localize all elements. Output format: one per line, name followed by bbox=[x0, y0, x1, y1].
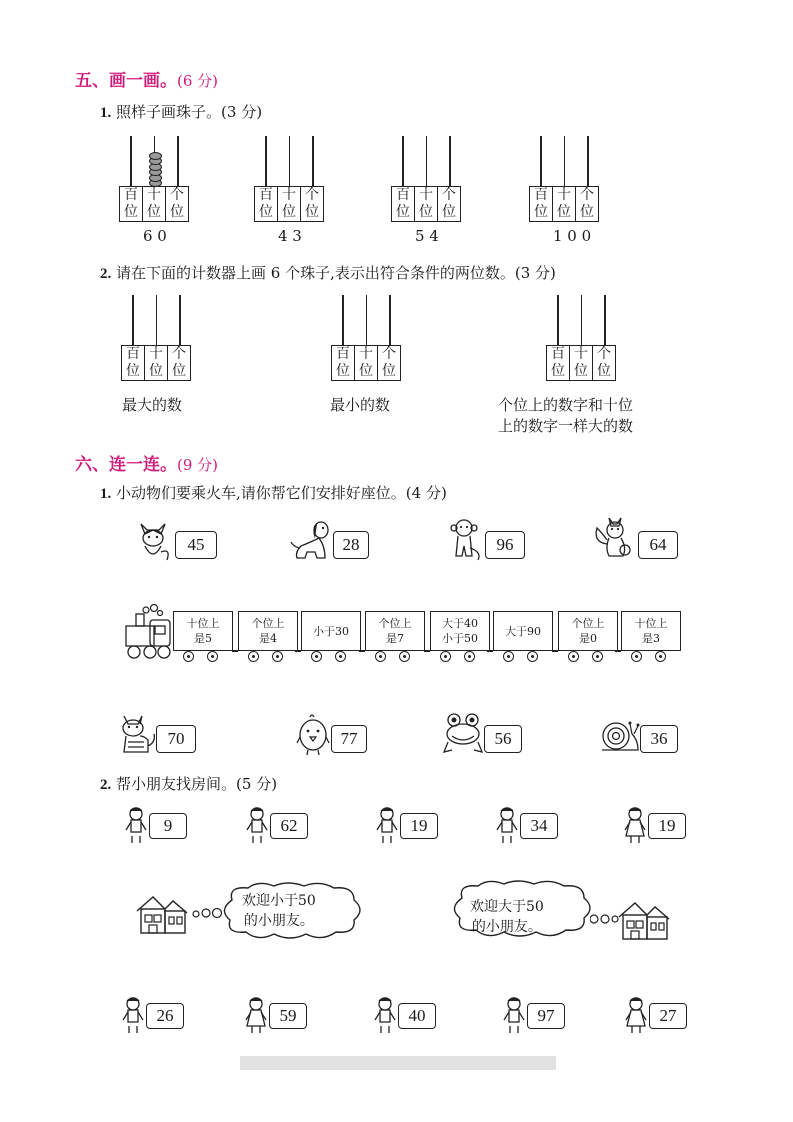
place-char: 个 bbox=[597, 346, 611, 362]
place-suffix: 位 bbox=[149, 363, 163, 379]
place-char: 个 bbox=[305, 187, 319, 203]
house-right-icon bbox=[617, 899, 671, 945]
place-char: 十 bbox=[557, 187, 571, 203]
place-suffix: 位 bbox=[396, 204, 410, 220]
place-suffix: 位 bbox=[305, 204, 319, 220]
wheel-icon bbox=[375, 651, 386, 662]
place-label bbox=[142, 187, 165, 221]
abacus-rod[interactable] bbox=[402, 136, 404, 186]
place-char: 十 bbox=[574, 346, 588, 362]
boy-icon bbox=[120, 996, 146, 1038]
train-car[interactable] bbox=[558, 611, 618, 651]
place-char: 百 bbox=[551, 346, 565, 362]
animal-number-box[interactable]: 45 bbox=[175, 531, 217, 559]
train-car-label: 是0 bbox=[579, 632, 597, 645]
place-label bbox=[167, 346, 190, 380]
s5-q1-number: 1. bbox=[100, 105, 112, 121]
cloud-left-text bbox=[242, 891, 316, 931]
wheel-icon bbox=[592, 651, 603, 662]
place-char: 个 bbox=[382, 346, 396, 362]
kid-number-box[interactable]: 19 bbox=[400, 813, 438, 839]
train-car-label: 小于30 bbox=[313, 624, 349, 638]
abacus-value: 1 0 0 bbox=[553, 227, 592, 245]
place-char: 十 bbox=[282, 187, 296, 203]
squirrel-icon bbox=[593, 514, 637, 566]
place-suffix: 位 bbox=[359, 363, 373, 379]
boy-icon bbox=[372, 996, 398, 1038]
place-label bbox=[277, 187, 300, 221]
abacus-rod[interactable] bbox=[564, 136, 566, 186]
place-label bbox=[122, 346, 144, 380]
abacus-rod[interactable] bbox=[557, 295, 559, 345]
place-char: 十 bbox=[147, 187, 161, 203]
wheel-icon bbox=[311, 651, 322, 662]
kid-number-box[interactable]: 9 bbox=[149, 813, 187, 839]
s5-q1-text: 照样子画珠子。(3 分) bbox=[116, 103, 263, 121]
abacus-value: 4 3 bbox=[278, 227, 302, 245]
kid-number-box[interactable]: 59 bbox=[269, 1003, 307, 1029]
train-car-label: 大于40 bbox=[442, 617, 478, 630]
s6-q1-text: 小动物们要乘火车,请你帮它们安排好座位。(4 分) bbox=[116, 484, 447, 502]
wheel-icon bbox=[568, 651, 579, 662]
footer-watermark bbox=[240, 1056, 556, 1070]
abacus-rod[interactable] bbox=[449, 136, 451, 186]
cloud-left-line1: 欢迎小于50 bbox=[242, 893, 316, 909]
counter-frame bbox=[546, 345, 616, 381]
animal-number-box[interactable]: 70 bbox=[156, 725, 196, 753]
place-label bbox=[300, 187, 323, 221]
place-suffix: 位 bbox=[419, 204, 433, 220]
kid-number-box[interactable]: 62 bbox=[270, 813, 308, 839]
s6-q2 bbox=[100, 773, 277, 794]
s5-q2-number: 2. bbox=[100, 266, 112, 282]
boy-icon bbox=[123, 806, 149, 848]
abacus-rod[interactable] bbox=[587, 136, 589, 186]
section5-points: (6 分) bbox=[177, 72, 219, 90]
place-suffix: 位 bbox=[259, 204, 273, 220]
kid-number-box[interactable]: 34 bbox=[520, 813, 558, 839]
place-label bbox=[575, 187, 598, 221]
place-label bbox=[332, 346, 354, 380]
wheel-icon bbox=[655, 651, 666, 662]
boy-icon bbox=[501, 996, 527, 1038]
abacus-rod[interactable] bbox=[426, 136, 428, 186]
train-car-label: 十位上 bbox=[634, 617, 668, 630]
kid-number-box[interactable]: 97 bbox=[527, 1003, 565, 1029]
abacus-rod[interactable] bbox=[312, 136, 314, 186]
train-engine-icon bbox=[120, 604, 174, 666]
s6-q1-number: 1. bbox=[100, 486, 112, 502]
coupler bbox=[615, 650, 621, 652]
place-char: 个 bbox=[172, 346, 186, 362]
wheel-icon bbox=[272, 651, 283, 662]
s5-q2-text: 请在下面的计数器上画 6 个珠子,表示出符合条件的两位数。(3 分) bbox=[116, 264, 556, 282]
abacus-rod[interactable] bbox=[156, 295, 158, 345]
place-label bbox=[414, 187, 437, 221]
place-char: 百 bbox=[126, 346, 140, 362]
place-char: 百 bbox=[124, 187, 138, 203]
place-suffix: 位 bbox=[442, 204, 456, 220]
place-label bbox=[552, 187, 575, 221]
wheel-icon bbox=[464, 651, 475, 662]
animal-number-box[interactable]: 77 bbox=[331, 725, 367, 753]
bead bbox=[149, 152, 162, 160]
place-suffix: 位 bbox=[580, 204, 594, 220]
s5-q2 bbox=[100, 262, 556, 283]
boy-icon bbox=[494, 806, 520, 848]
s5-q1 bbox=[100, 101, 262, 122]
chick-icon bbox=[296, 713, 330, 761]
section6-heading bbox=[75, 450, 218, 475]
abacus-rod[interactable] bbox=[366, 295, 368, 345]
counter-frame bbox=[391, 186, 461, 222]
coupler bbox=[359, 650, 365, 652]
train-car[interactable] bbox=[365, 611, 425, 651]
frog-icon bbox=[442, 712, 484, 758]
abacus-rod[interactable] bbox=[265, 136, 267, 186]
animal-number-box[interactable]: 56 bbox=[484, 725, 522, 753]
train-car-label: 小于50 bbox=[442, 632, 478, 645]
train-car-label: 个位上 bbox=[571, 617, 605, 630]
wheel-icon bbox=[527, 651, 538, 662]
abacus-rod[interactable] bbox=[389, 295, 391, 345]
wheel-icon bbox=[440, 651, 451, 662]
monkey-icon bbox=[444, 518, 484, 566]
abacus-rod[interactable] bbox=[581, 295, 583, 345]
train-car[interactable] bbox=[238, 611, 298, 651]
section6-title: 六、连一连。 bbox=[75, 455, 177, 475]
train-car[interactable] bbox=[430, 611, 490, 651]
place-label bbox=[144, 346, 167, 380]
train-car[interactable] bbox=[301, 611, 361, 651]
wheel-icon bbox=[399, 651, 410, 662]
coupler bbox=[424, 650, 430, 652]
train-car-label: 是4 bbox=[259, 632, 277, 645]
animal-number-box[interactable]: 64 bbox=[638, 531, 678, 559]
counter-frame bbox=[331, 345, 401, 381]
cloud-right-line1: 欢迎大于50 bbox=[470, 899, 544, 915]
cat-icon bbox=[118, 712, 156, 760]
place-suffix: 位 bbox=[282, 204, 296, 220]
place-suffix: 位 bbox=[574, 363, 588, 379]
wheel-icon bbox=[207, 651, 218, 662]
train-car[interactable] bbox=[621, 611, 681, 651]
coupler bbox=[232, 650, 238, 652]
s6-q2-text: 帮小朋友找房间。(5 分) bbox=[116, 775, 278, 793]
place-suffix: 位 bbox=[172, 363, 186, 379]
boy-icon bbox=[374, 806, 400, 848]
abacus-rod[interactable] bbox=[342, 295, 344, 345]
cloud-right-text bbox=[470, 897, 544, 937]
place-label bbox=[592, 346, 615, 380]
place-label bbox=[437, 187, 460, 221]
train-car-label: 是7 bbox=[386, 632, 404, 645]
kid-number-box[interactable]: 40 bbox=[398, 1003, 436, 1029]
train-car-label: 是3 bbox=[642, 632, 660, 645]
s6-q1 bbox=[100, 482, 447, 503]
coupler bbox=[295, 650, 301, 652]
kid-number-box[interactable]: 27 bbox=[649, 1003, 687, 1029]
place-suffix: 位 bbox=[534, 204, 548, 220]
place-char: 十 bbox=[149, 346, 163, 362]
coupler bbox=[552, 650, 558, 652]
place-label bbox=[530, 187, 552, 221]
animal-number-box[interactable]: 28 bbox=[333, 531, 369, 559]
counter-frame bbox=[529, 186, 599, 222]
abacus-rod[interactable] bbox=[540, 136, 542, 186]
section6-points: (9 分) bbox=[177, 456, 219, 474]
caption-largest: 最大的数 bbox=[122, 396, 183, 414]
wheel-icon bbox=[335, 651, 346, 662]
girl-icon bbox=[623, 996, 649, 1038]
place-char: 百 bbox=[396, 187, 410, 203]
place-label bbox=[120, 187, 142, 221]
snail-icon bbox=[598, 714, 640, 758]
train-car-label: 个位上 bbox=[251, 617, 285, 630]
s6-q2-number: 2. bbox=[100, 777, 112, 793]
place-char: 百 bbox=[336, 346, 350, 362]
place-label bbox=[547, 346, 569, 380]
place-label bbox=[569, 346, 592, 380]
counter-frame bbox=[254, 186, 324, 222]
place-char: 十 bbox=[419, 187, 433, 203]
train-car[interactable] bbox=[173, 611, 233, 651]
coupler bbox=[487, 650, 493, 652]
abacus-rod[interactable] bbox=[130, 136, 132, 186]
place-label bbox=[392, 187, 414, 221]
place-char: 十 bbox=[359, 346, 373, 362]
fox-icon bbox=[133, 518, 173, 566]
caption-smallest: 最小的数 bbox=[330, 396, 391, 414]
kid-number-box[interactable]: 19 bbox=[648, 813, 686, 839]
place-suffix: 位 bbox=[557, 204, 571, 220]
wheel-icon bbox=[248, 651, 259, 662]
place-char: 个 bbox=[442, 187, 456, 203]
train-car-label: 是5 bbox=[194, 632, 212, 645]
place-label bbox=[377, 346, 400, 380]
counter-frame bbox=[119, 186, 189, 222]
caption-equal-digits-line2: 上的数字一样大的数 bbox=[498, 417, 634, 435]
abacus-rod[interactable] bbox=[177, 136, 179, 186]
thought-dots bbox=[590, 911, 620, 930]
place-suffix: 位 bbox=[170, 204, 184, 220]
place-char: 个 bbox=[580, 187, 594, 203]
place-char: 个 bbox=[170, 187, 184, 203]
dog-icon bbox=[289, 518, 333, 566]
place-label bbox=[354, 346, 377, 380]
place-char: 百 bbox=[259, 187, 273, 203]
section5-heading bbox=[75, 66, 218, 91]
place-label bbox=[255, 187, 277, 221]
train-car[interactable] bbox=[493, 611, 553, 651]
abacus-rod[interactable] bbox=[132, 295, 134, 345]
wheel-icon bbox=[631, 651, 642, 662]
animal-number-box[interactable]: 96 bbox=[485, 531, 525, 559]
section5-title: 五、画一画。 bbox=[75, 71, 177, 91]
cloud-right-line2: 的小朋友。 bbox=[471, 919, 542, 935]
house-left-icon bbox=[135, 893, 189, 939]
place-suffix: 位 bbox=[597, 363, 611, 379]
girl-icon bbox=[243, 996, 269, 1038]
kid-number-box[interactable]: 26 bbox=[146, 1003, 184, 1029]
wheel-icon bbox=[183, 651, 194, 662]
abacus-rod[interactable] bbox=[289, 136, 291, 186]
place-suffix: 位 bbox=[336, 363, 350, 379]
train-car-label: 十位上 bbox=[186, 617, 220, 630]
abacus-value: 6 0 bbox=[143, 227, 167, 245]
place-label bbox=[165, 187, 188, 221]
counter-frame bbox=[121, 345, 191, 381]
place-suffix: 位 bbox=[147, 204, 161, 220]
place-suffix: 位 bbox=[551, 363, 565, 379]
place-suffix: 位 bbox=[126, 363, 140, 379]
place-suffix: 位 bbox=[124, 204, 138, 220]
cloud-left-line2: 的小朋友。 bbox=[243, 913, 314, 929]
place-char: 百 bbox=[534, 187, 548, 203]
abacus-value: 5 4 bbox=[415, 227, 439, 245]
train-car-label: 个位上 bbox=[378, 617, 412, 630]
train-car-label: 大于90 bbox=[505, 624, 541, 638]
abacus-rod[interactable] bbox=[604, 295, 606, 345]
caption-equal-digits-line1: 个位上的数字和十位 bbox=[498, 396, 634, 414]
place-suffix: 位 bbox=[382, 363, 396, 379]
wheel-icon bbox=[503, 651, 514, 662]
abacus-rod[interactable] bbox=[179, 295, 181, 345]
boy-icon bbox=[244, 806, 270, 848]
girl-icon bbox=[622, 806, 648, 848]
animal-number-box[interactable]: 36 bbox=[640, 725, 678, 753]
